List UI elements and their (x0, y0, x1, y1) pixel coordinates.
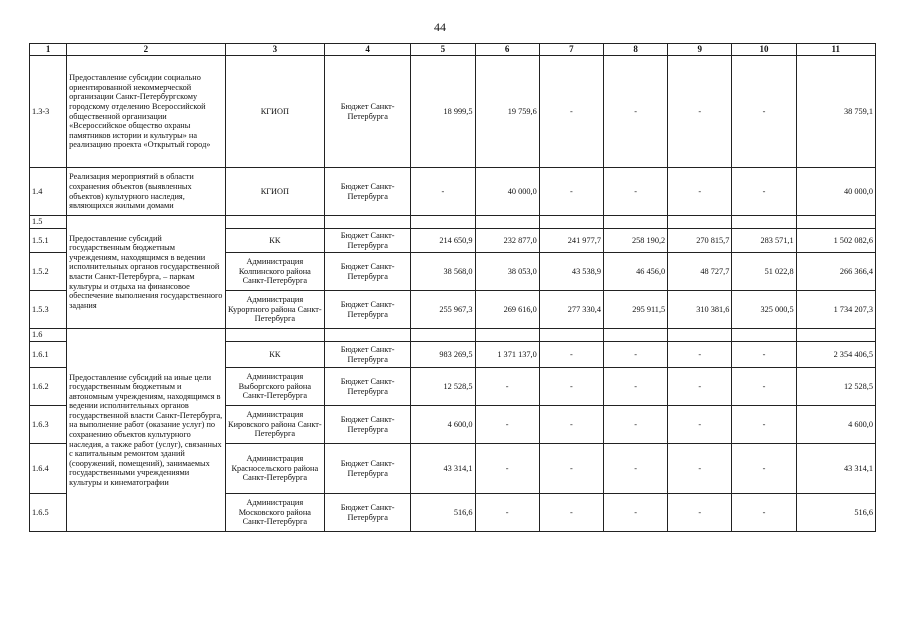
row-value: - (603, 168, 667, 216)
row-value: - (668, 56, 732, 168)
row-value: - (539, 444, 603, 494)
row-value: - (539, 494, 603, 532)
row-value: 40 000,0 (475, 168, 539, 216)
row-value: 48 727,7 (668, 253, 732, 291)
row-number: 1.6.5 (30, 494, 67, 532)
header-row (30, 44, 876, 56)
row-executor: Администрация Кировского района Санкт-Петербурга (225, 406, 324, 444)
row-total: 4 600,0 (796, 406, 875, 444)
row-source: Бюджет Санкт-Петербурга (325, 253, 411, 291)
row-value: 258 190,2 (603, 229, 667, 253)
row-executor: КГИОП (225, 168, 324, 216)
row-value: - (668, 406, 732, 444)
row-executor: КГИОП (225, 56, 324, 168)
row-number: 1.6.4 (30, 444, 67, 494)
row-number: 1.3-3 (30, 56, 67, 168)
row-description: Предоставление субсидий на иные цели государственным бюджетным и автономным учреждениям, находящимся в ведении исполнительных органов государственной власти Санкт-Петербурга, на выполнение работ (оказание услуг) по сохранению объектов культурного наследия, а также работ (услуг), связанных с капитальным ремонтом зданий (сооружений, помещений), занимаемых государственными учреждениями культуры и кинематографии (67, 329, 226, 532)
row-value: - (668, 444, 732, 494)
row-value: - (603, 56, 667, 168)
row-value: 983 269,5 (411, 342, 475, 368)
row-value: - (539, 406, 603, 444)
row-total: 1 502 082,6 (796, 229, 875, 253)
row-value: - (732, 368, 796, 406)
row-source: Бюджет Санкт-Петербурга (325, 168, 411, 216)
col-header: 4 (325, 44, 411, 56)
table-row (30, 216, 876, 229)
row-total: 266 366,4 (796, 253, 875, 291)
row-executor: Администрация Красносельского района Санкт-Петербурга (225, 444, 324, 494)
budget-table (29, 43, 876, 532)
row-number: 1.4 (30, 168, 67, 216)
row-value: 1 371 137,0 (475, 342, 539, 368)
row-value: 19 759,6 (475, 56, 539, 168)
row-number: 1.6.2 (30, 368, 67, 406)
row-value: - (668, 342, 732, 368)
row-value: 277 330,4 (539, 291, 603, 329)
row-value: - (603, 444, 667, 494)
row-description: Предоставление субсидий государственным бюджетным учреждениям, находящимся в ведении исполнительных органов государственной власти Санкт-Петербурга, – паркам культуры и отдыха на финансовое обеспечение выполнения государственного задания (67, 216, 226, 329)
row-executor: КК (225, 342, 324, 368)
row-total: 516,6 (796, 494, 875, 532)
row-value: - (539, 168, 603, 216)
row-executor: Администрация Колпинского района Санкт-Петербурга (225, 253, 324, 291)
row-description: Предоставление субсидии социально ориентированной некоммерческой организации Санкт-Петербургскому городскому отделению Всероссийской общественной организации «Всероссийское общество охраны памятников истории и культуры» на реализацию проекта «Открытый город» (67, 56, 226, 168)
row-number: 1.5.1 (30, 229, 67, 253)
row-value: - (668, 494, 732, 532)
row-source: Бюджет Санкт-Петербурга (325, 444, 411, 494)
row-value: - (411, 168, 475, 216)
row-value: - (603, 368, 667, 406)
row-value: 232 877,0 (475, 229, 539, 253)
row-source: Бюджет Санкт-Петербурга (325, 291, 411, 329)
row-number: 1.6 (30, 329, 67, 342)
row-total: 38 759,1 (796, 56, 875, 168)
table-row (30, 56, 876, 168)
row-source: Бюджет Санкт-Петербурга (325, 229, 411, 253)
row-value: 4 600,0 (411, 406, 475, 444)
row-value: - (603, 406, 667, 444)
row-value: - (732, 168, 796, 216)
col-header: 11 (796, 44, 875, 56)
row-value: - (539, 342, 603, 368)
row-value: - (539, 56, 603, 168)
row-value: 51 022,8 (732, 253, 796, 291)
row-value: 283 571,1 (732, 229, 796, 253)
row-value: 38 568,0 (411, 253, 475, 291)
col-header: 3 (225, 44, 324, 56)
row-value: 46 456,0 (603, 253, 667, 291)
row-value: 241 977,7 (539, 229, 603, 253)
row-number: 1.5.3 (30, 291, 67, 329)
row-total: 40 000,0 (796, 168, 875, 216)
row-value: 255 967,3 (411, 291, 475, 329)
col-header: 2 (67, 44, 226, 56)
row-value: - (539, 368, 603, 406)
col-header: 7 (539, 44, 603, 56)
row-description: Реализация мероприятий в области сохранения объектов (выявленных объектов) культурного наследия, являющихся жилыми домами (67, 168, 226, 216)
row-value: 270 815,7 (668, 229, 732, 253)
row-value: - (732, 56, 796, 168)
row-number: 1.6.1 (30, 342, 67, 368)
row-value: 38 053,0 (475, 253, 539, 291)
row-value: - (603, 494, 667, 532)
row-source: Бюджет Санкт-Петербурга (325, 494, 411, 532)
row-value: - (475, 368, 539, 406)
row-value: 12 528,5 (411, 368, 475, 406)
row-total: 12 528,5 (796, 368, 875, 406)
col-header: 6 (475, 44, 539, 56)
col-header: 5 (411, 44, 475, 56)
row-executor: КК (225, 229, 324, 253)
row-value: 43 538,9 (539, 253, 603, 291)
col-header: 8 (603, 44, 667, 56)
row-total: 1 734 207,3 (796, 291, 875, 329)
row-number: 1.5.2 (30, 253, 67, 291)
row-value: 43 314,1 (411, 444, 475, 494)
row-value: - (603, 342, 667, 368)
row-value: - (732, 342, 796, 368)
row-number: 1.6.3 (30, 406, 67, 444)
row-executor: Администрация Московского района Санкт-Петербурга (225, 494, 324, 532)
col-header: 9 (668, 44, 732, 56)
row-value: - (732, 444, 796, 494)
row-value: - (475, 444, 539, 494)
row-value: - (475, 406, 539, 444)
row-value: 214 650,9 (411, 229, 475, 253)
col-header: 10 (732, 44, 796, 56)
row-value: - (732, 494, 796, 532)
row-source: Бюджет Санкт-Петербурга (325, 406, 411, 444)
row-number: 1.5 (30, 216, 67, 229)
row-source: Бюджет Санкт-Петербурга (325, 56, 411, 168)
row-value: 295 911,5 (603, 291, 667, 329)
row-executor: Администрация Курортного района Санкт-Петербурга (225, 291, 324, 329)
row-total: 43 314,1 (796, 444, 875, 494)
row-value: - (668, 368, 732, 406)
col-header: 1 (30, 44, 67, 56)
table-row (30, 168, 876, 216)
table-row (30, 329, 876, 342)
row-source: Бюджет Санкт-Петербурга (325, 342, 411, 368)
row-value: 516,6 (411, 494, 475, 532)
row-value: 310 381,6 (668, 291, 732, 329)
row-value: - (475, 494, 539, 532)
row-value: 269 616,0 (475, 291, 539, 329)
row-value: 18 999,5 (411, 56, 475, 168)
row-total: 2 354 406,5 (796, 342, 875, 368)
row-executor: Администрация Выборгского района Санкт-Петербурга (225, 368, 324, 406)
row-source: Бюджет Санкт-Петербурга (325, 368, 411, 406)
row-value: - (668, 168, 732, 216)
page-number: 44 (434, 20, 446, 34)
row-value: - (732, 406, 796, 444)
row-value: 325 000,5 (732, 291, 796, 329)
